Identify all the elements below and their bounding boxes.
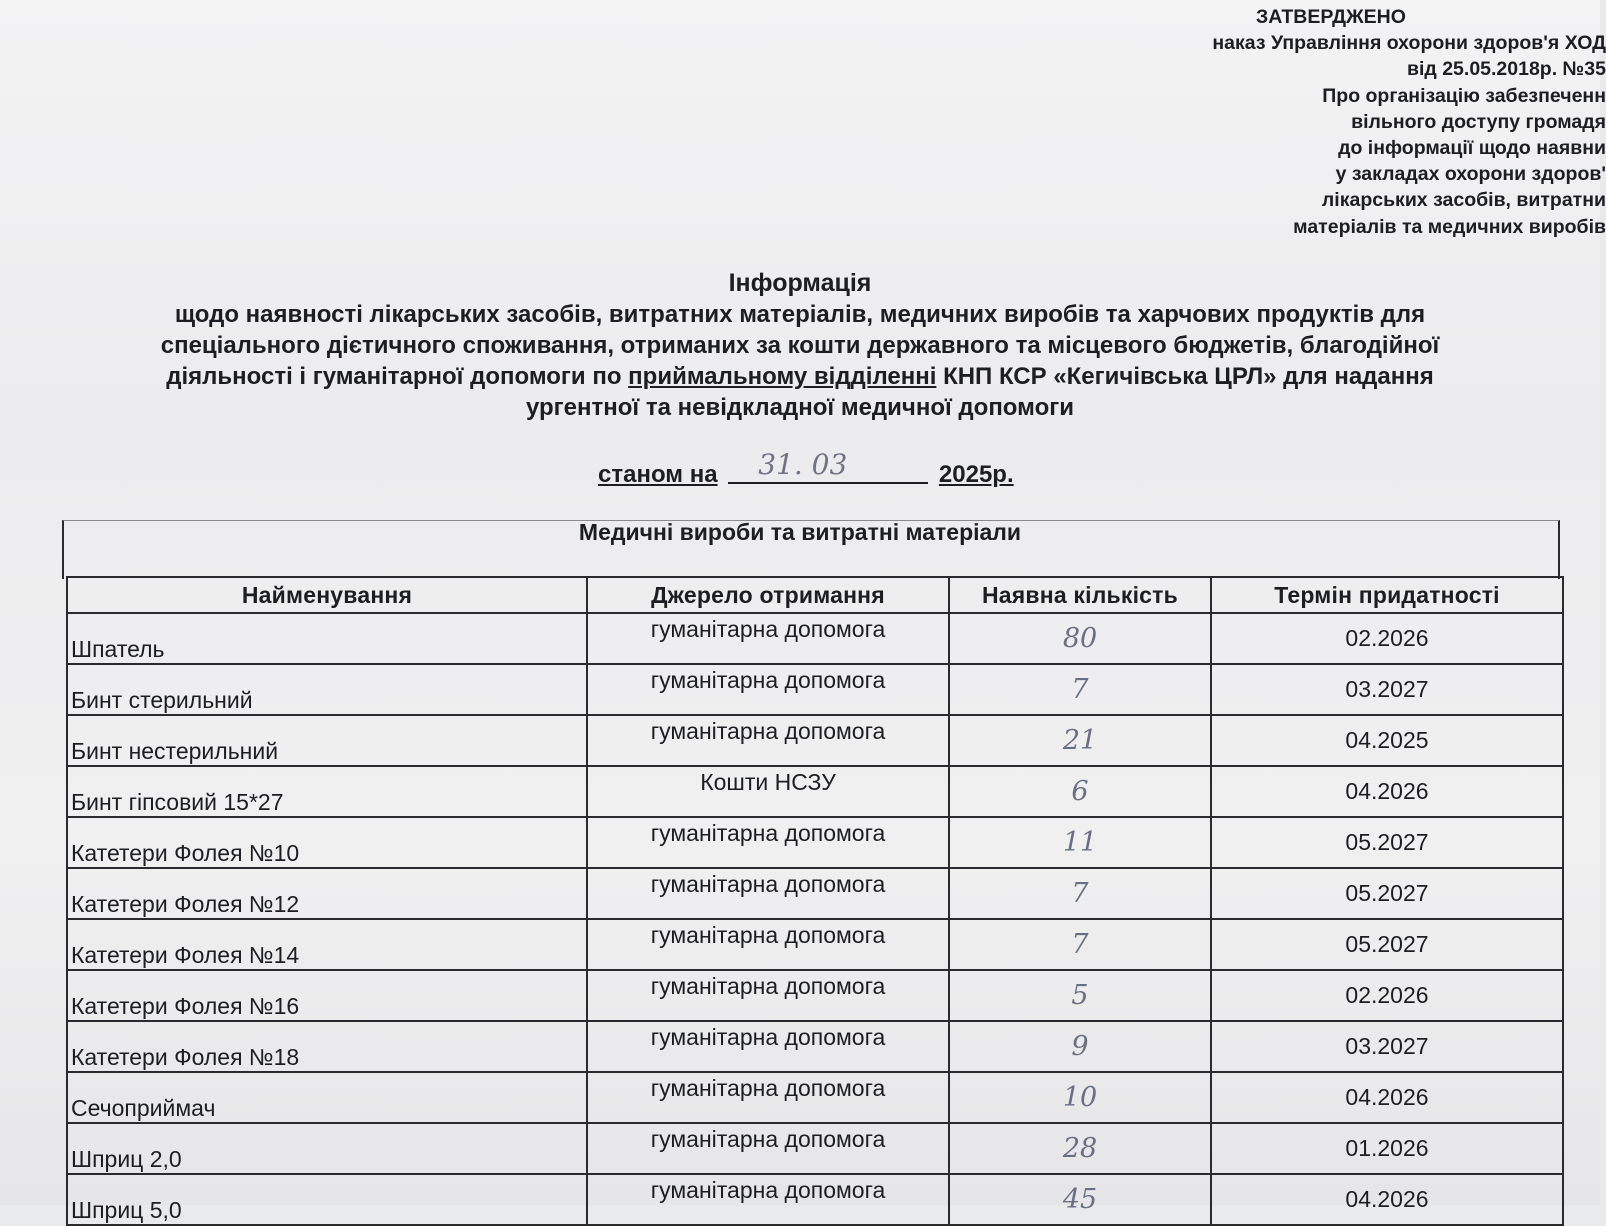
item-name: Шпатель [67, 613, 587, 664]
table-row [67, 919, 1563, 970]
item-quantity: 11 [949, 817, 1211, 868]
table-header-row [67, 577, 1563, 613]
item-source: гуманітарна допомога [587, 1123, 949, 1174]
item-expiry: 04.2025 [1211, 715, 1563, 766]
department-name: приймальному відділенні [628, 363, 937, 390]
item-quantity: 80 [949, 613, 1211, 664]
item-quantity: 21 [949, 715, 1211, 766]
item-source: гуманітарна допомога [587, 868, 949, 919]
table-row [67, 817, 1563, 868]
table-row [67, 613, 1563, 664]
item-source: гуманітарна допомога [587, 970, 949, 1021]
item-expiry: 01.2026 [1211, 1123, 1563, 1174]
item-expiry: 03.2027 [1211, 1021, 1563, 1072]
item-expiry: 05.2027 [1211, 817, 1563, 868]
item-name: Катетери Фолея №18 [67, 1021, 587, 1072]
item-name: Катетери Фолея №14 [67, 919, 587, 970]
item-name: Катетери Фолея №10 [67, 817, 587, 868]
item-name: Катетери Фолея №12 [67, 868, 587, 919]
item-source: гуманітарна допомога [587, 1072, 949, 1123]
item-quantity: 7 [949, 664, 1211, 715]
info-line-3 [0, 361, 1600, 392]
table-row [67, 1072, 1563, 1123]
item-quantity: 6 [949, 766, 1211, 817]
document-title: Інформація [728, 269, 872, 297]
item-name: Сечоприймач [67, 1072, 587, 1123]
header-source: Джерело отримання [587, 577, 949, 613]
approval-line: наказ Управління охорони здоров'я ХОД [1212, 32, 1606, 55]
table-row [67, 766, 1563, 817]
item-source: гуманітарна допомога [587, 715, 949, 766]
approval-line: матеріалів та медичних виробів [1293, 215, 1606, 238]
table-row [67, 664, 1563, 715]
handwritten-date: 31. 03 [758, 448, 848, 481]
info-heading-block [0, 268, 1600, 423]
item-name: Бинт гіпсовий 15*27 [67, 766, 587, 817]
table-row [67, 1174, 1563, 1225]
item-name: Шприц 2,0 [67, 1123, 587, 1174]
item-quantity: 7 [949, 868, 1211, 919]
info-line-2: спеціального дієтичного споживання, отриманих за кошти державного та місцевого бюджетів, благодійної [160, 332, 1440, 359]
item-name: Катетери Фолея №16 [67, 970, 587, 1021]
item-quantity: 7 [949, 919, 1211, 970]
item-name: Бинт стерильний [67, 664, 587, 715]
item-quantity: 28 [949, 1123, 1211, 1174]
item-quantity: 9 [949, 1021, 1211, 1072]
info-line-4: ургентної та невідкладної медичної допомоги [525, 394, 1074, 421]
item-source: гуманітарна допомога [587, 919, 949, 970]
item-source: гуманітарна допомога [587, 664, 949, 715]
item-quantity: 5 [949, 970, 1211, 1021]
item-expiry: 04.2026 [1211, 1072, 1563, 1123]
item-expiry: 04.2026 [1211, 1174, 1563, 1225]
approval-line: від 25.05.2018р. №35 [1407, 58, 1606, 81]
table-row [67, 970, 1563, 1021]
item-expiry: 02.2026 [1211, 613, 1563, 664]
item-source: гуманітарна допомога [587, 1174, 949, 1225]
info-line-1: щодо наявності лікарських засобів, витратних матеріалів, медичних виробів та харчових продуктів для [174, 301, 1426, 328]
item-expiry: 05.2027 [1211, 868, 1563, 919]
item-expiry: 05.2027 [1211, 919, 1563, 970]
item-source: Кошти НСЗУ [587, 766, 949, 817]
table-row [67, 715, 1563, 766]
header-name: Найменування [67, 577, 587, 613]
as-of-year: 2025р. [938, 461, 1014, 488]
date-fill-line [728, 448, 928, 484]
approval-line: до інформації щодо наявни [1338, 137, 1606, 160]
item-expiry: 04.2026 [1211, 766, 1563, 817]
as-of-date [598, 448, 1014, 489]
approval-heading: ЗАТВЕРДЖЕНО [1256, 6, 1406, 28]
info-line-3-suffix: КНП КСР «Кегичівська ЦРЛ» для надання [936, 363, 1434, 390]
item-source: гуманітарна допомога [587, 1021, 949, 1072]
item-name: Шприц 5,0 [67, 1174, 587, 1225]
inventory-table [66, 576, 1564, 1226]
approval-line: у закладах охорони здоров' [1335, 163, 1606, 186]
item-expiry: 03.2027 [1211, 664, 1563, 715]
item-expiry: 02.2026 [1211, 970, 1563, 1021]
table-row [67, 1123, 1563, 1174]
item-source: гуманітарна допомога [587, 817, 949, 868]
header-quantity: Наявна кількість [949, 577, 1211, 613]
item-name: Бинт нестерильний [67, 715, 587, 766]
approval-stamp-block [1166, 4, 1606, 240]
table-row [67, 868, 1563, 919]
approval-line: вільного доступу громадя [1351, 110, 1606, 133]
item-quantity: 10 [949, 1072, 1211, 1123]
approval-line: лікарських засобів, витратни [1321, 189, 1606, 212]
item-quantity: 45 [949, 1174, 1211, 1225]
item-source: гуманітарна допомога [587, 613, 949, 664]
table-row [67, 1021, 1563, 1072]
as-of-label: станом на [598, 461, 718, 488]
info-line-3-prefix: діяльності і гуманітарної допомоги по [166, 363, 629, 390]
approval-line: Про організацію забезпеченн [1322, 84, 1606, 107]
section-title: Медичні вироби та витратні матеріали [578, 519, 1022, 545]
header-expiry: Термін придатності [1211, 577, 1563, 613]
